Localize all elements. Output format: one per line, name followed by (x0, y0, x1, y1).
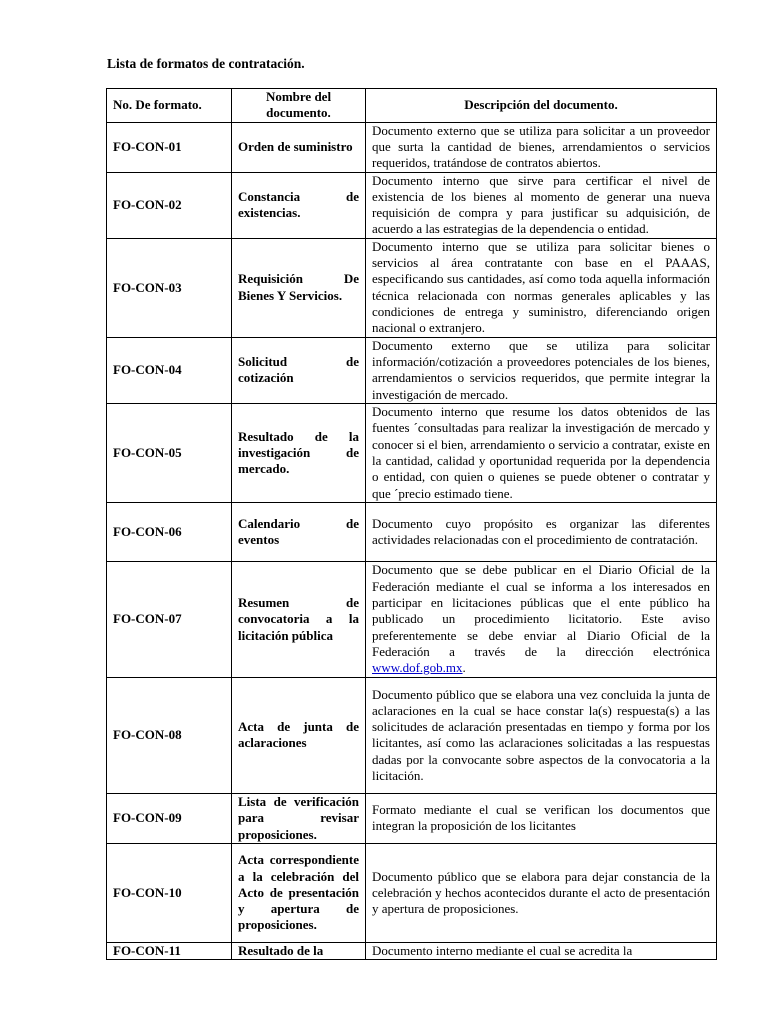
link-suffix: . (462, 660, 466, 676)
format-code: FO-CON-06 (107, 502, 232, 561)
header-document-description: Descripción del documento. (366, 89, 717, 123)
format-description: Formato mediante el cual se verifican los documentos que integran la proposición de los licitantes (366, 793, 717, 843)
format-code: FO-CON-01 (107, 122, 232, 172)
header-format-number: No. De formato. (107, 89, 232, 123)
table-row (107, 403, 717, 502)
format-name: Resultado de la investigación de mercado. (232, 403, 366, 502)
format-code: FO-CON-11 (107, 942, 232, 959)
format-description: Documento interno que resume los datos obtenidos de las fuentes ´consultadas para realizar la investigación de mercado y conocer si el bien, arrendamiento o servicio a contratar, existe en la cantidad, calidad y oportunidad requerida por la dependencia o entidad, con quien o quienes se puede obtener o contratar y que ´precio estimado tiene. (366, 403, 717, 502)
format-description: Documento externo que se utiliza para solicitar a un proveedor que surta la cantidad de bienes, arrendamientos o servicios requeridos, tratándose de contratos abiertos. (366, 122, 717, 172)
table-row (107, 677, 717, 793)
format-name: Acta de junta de aclaraciones (232, 677, 366, 793)
format-description: Documento interno que sirve para certificar el nivel de existencia de los bienes al momento de generar una nueva requisición de compra y para justificar su adquisición, de acuerdo a las estrategias de la dependencia o entidad. (366, 172, 717, 238)
format-name: Solicitud de cotización (232, 337, 366, 403)
format-code: FO-CON-09 (107, 793, 232, 843)
table-row (107, 238, 717, 337)
table-row (107, 843, 717, 942)
table-row (107, 502, 717, 561)
format-code: FO-CON-08 (107, 677, 232, 793)
formats-table (106, 88, 717, 960)
format-name: Resumen de convocatoria a la licitación pública (232, 561, 366, 677)
format-description (366, 561, 717, 677)
format-name: Constancia de existencias. (232, 172, 366, 238)
table-row (107, 561, 717, 677)
format-name: Calendario de eventos (232, 502, 366, 561)
format-description: Documento público que se elabora para dejar constancia de la celebración y hechos acontecidos durante el acto de presentación y apertura de proposiciones. (366, 843, 717, 942)
table-row (107, 793, 717, 843)
format-description: Documento interno mediante el cual se acredita la (366, 942, 717, 959)
format-description-text: Documento que se debe publicar en el Diario Oficial de la Federación mediante el cual se informa a los interesados en participar en licitaciones públicas que el ente público ha publicado un procedimiento licitatorio. Este aviso preferentemente se debe enviar al Diario Oficial de la Federación a través de la dirección electrónica (372, 562, 710, 659)
table-row (107, 172, 717, 238)
format-name: Acta correspondiente a la celebración del Acto de presentación y apertura de proposiciones. (232, 843, 366, 942)
document-title: Lista de formatos de contratación. (107, 56, 305, 71)
format-code: FO-CON-04 (107, 337, 232, 403)
table-row (107, 942, 717, 959)
format-description: Documento externo que se utiliza para solicitar información/cotización a proveedores potenciales de los bienes, arrendamientos o servicios requeridos, que permite integrar la investigación de mercado. (366, 337, 717, 403)
format-description: Documento cuyo propósito es organizar las diferentes actividades relacionadas con el procedimiento de contratación. (366, 502, 717, 561)
header-document-name: Nombre del documento. (232, 89, 366, 123)
format-code: FO-CON-05 (107, 403, 232, 502)
format-name: Requisición De Bienes Y Servicios. (232, 238, 366, 337)
format-name: Orden de suministro (232, 122, 366, 172)
format-description: Documento público que se elabora una vez concluida la junta de aclaraciones en la cual se hace constar la(s) respuesta(s) a las solicitudes de aclaración presentadas en tiempo y forma por los licitantes, así como las aclaraciones solicitadas a las respuestas dadas por la convocante sobre aspectos de la convocatoria a la licitación. (366, 677, 717, 793)
format-name: Resultado de la (232, 942, 366, 959)
format-code: FO-CON-07 (107, 561, 232, 677)
table-row (107, 337, 717, 403)
format-code: FO-CON-03 (107, 238, 232, 337)
table-row (107, 122, 717, 172)
format-code: FO-CON-02 (107, 172, 232, 238)
format-description: Documento interno que se utiliza para solicitar bienes o servicios al área contratante con base en el PAAAS, especificando sus cantidades, así como toda aquella información técnica relacionada con normas generales aplicables y las condiciones de entrega y suministro, diferenciando origen nacional o extranjero. (366, 238, 717, 337)
table-header-row (107, 89, 717, 123)
dof-website-link[interactable]: www.dof.gob.mx (372, 660, 463, 676)
format-code: FO-CON-10 (107, 843, 232, 942)
format-name: Lista de verificación para revisar proposiciones. (232, 793, 366, 843)
